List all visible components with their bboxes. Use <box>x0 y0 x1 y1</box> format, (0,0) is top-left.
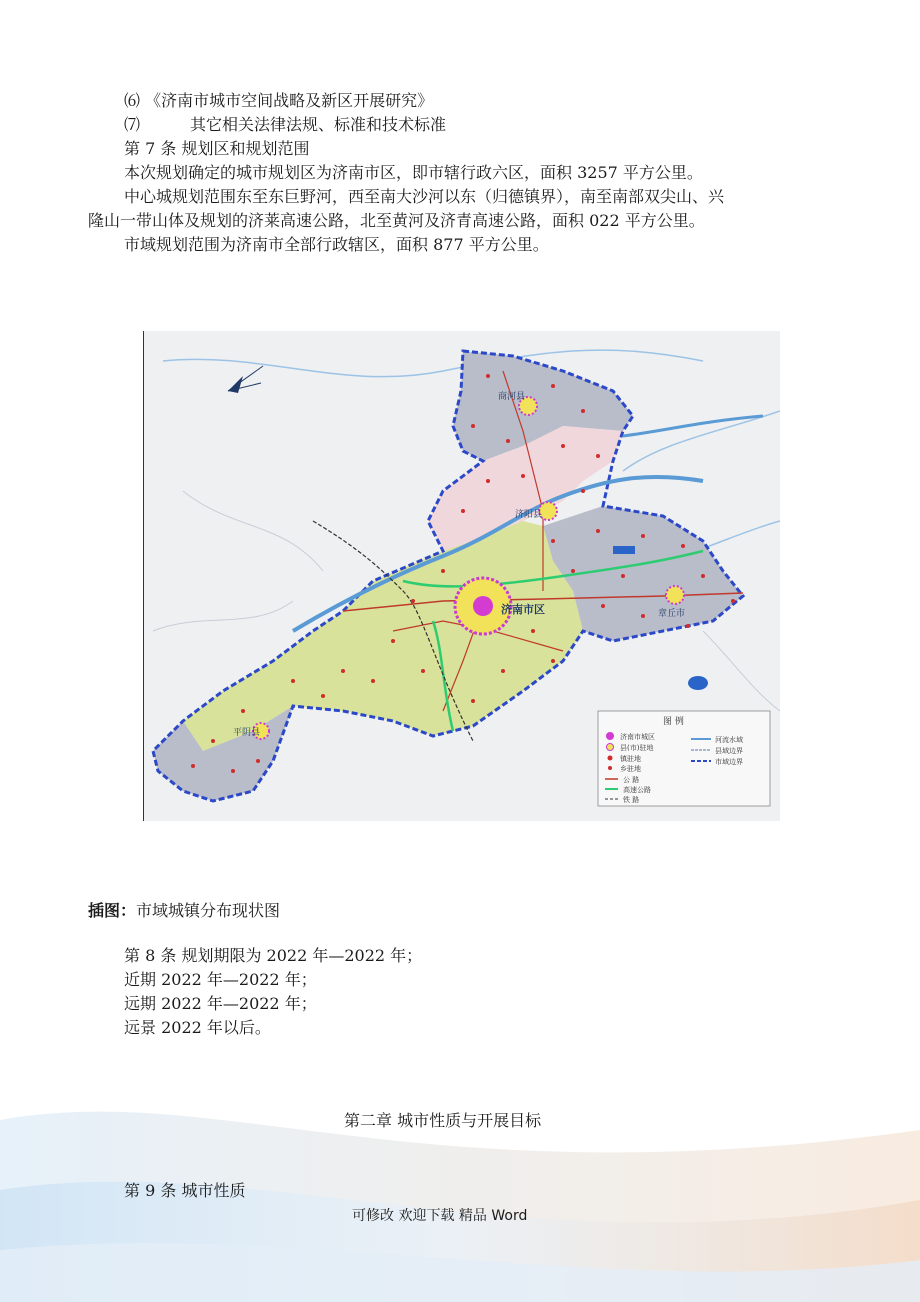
legend-item: 镇驻地 <box>620 755 641 763</box>
label-pingyin: 平阴县 <box>233 728 261 738</box>
legend-item: 河流水域 <box>715 736 743 744</box>
legend-item: 县域边界 <box>715 747 743 755</box>
legend-item: 高速公路 <box>623 786 651 794</box>
article-7-paragraph-2-line-1: 中心城规划范围东至东巨野河，西至南大沙河以东（归德镇界），南至南部双尖山、兴 <box>124 187 725 206</box>
legend-item: 乡驻地 <box>620 765 641 773</box>
legend-township-icon <box>608 766 612 770</box>
reservoir <box>613 546 635 554</box>
legend-title: 图 例 <box>663 717 684 727</box>
legend-item: 公 路 <box>623 776 640 784</box>
article-8-line-1: 第 8 条 规划期限为 2022 年—2022 年； <box>124 946 423 965</box>
legend-town-icon <box>608 756 613 761</box>
zhangqiu-seat-icon <box>666 586 684 604</box>
article-7-paragraph-2-line-2: 隆山一带山体及规划的济莱高速公路，北至黄河及济青高速公路，面积 022 平方公里。 <box>88 211 705 230</box>
item-7-text: 其它相关法律法规、标准和技术标准 <box>190 115 447 134</box>
label-zhangqiu: 章丘市 <box>658 609 686 619</box>
article-7-title: 第 7 条 规划区和规划范围 <box>124 139 310 158</box>
item-7-number: ⑺ <box>124 115 141 134</box>
chapter-2-heading: 第二章 城市性质与开展目标 <box>344 1111 542 1130</box>
item-6: ⑹ 《济南市城市空间战略及新区开展研究》 <box>124 91 434 110</box>
label-shanghe: 商河县 <box>498 392 526 402</box>
article-9-title: 第 9 条 城市性质 <box>124 1181 246 1200</box>
figure-caption-text: 市域城镇分布现状图 <box>136 901 281 920</box>
label-jiyang: 济阳县 <box>515 510 543 520</box>
city-town-distribution-map <box>143 331 780 821</box>
legend-county-icon <box>607 744 614 751</box>
article-8-line-4: 远景 2022 年以后。 <box>124 1018 271 1037</box>
legend-item: 县(市)驻地 <box>620 744 654 752</box>
figure-caption-label: 插图： <box>88 901 137 920</box>
legend-city-icon <box>606 732 614 740</box>
article-8-line-2: 近期 2022 年—2022 年； <box>124 970 317 989</box>
article-8-line-3: 远期 2022 年—2022 年； <box>124 994 317 1013</box>
figure-caption <box>88 900 280 922</box>
article-7-paragraph-1: 本次规划确定的城市规划区为济南市区，即市辖行政六区，面积 3257 平方公里。 <box>124 163 703 182</box>
legend-item: 铁 路 <box>623 796 640 804</box>
article-7-paragraph-3: 市域规划范围为济南市全部行政辖区，面积 877 平方公里。 <box>124 235 549 254</box>
legend-item: 市域边界 <box>715 758 743 766</box>
lake <box>688 676 708 690</box>
legend-item: 济南市城区 <box>620 733 655 741</box>
label-jinan-city: 济南市区 <box>501 603 545 616</box>
footer-text: 可修改 欢迎下载 精品 Word <box>352 1208 528 1224</box>
map-legend <box>598 711 770 806</box>
